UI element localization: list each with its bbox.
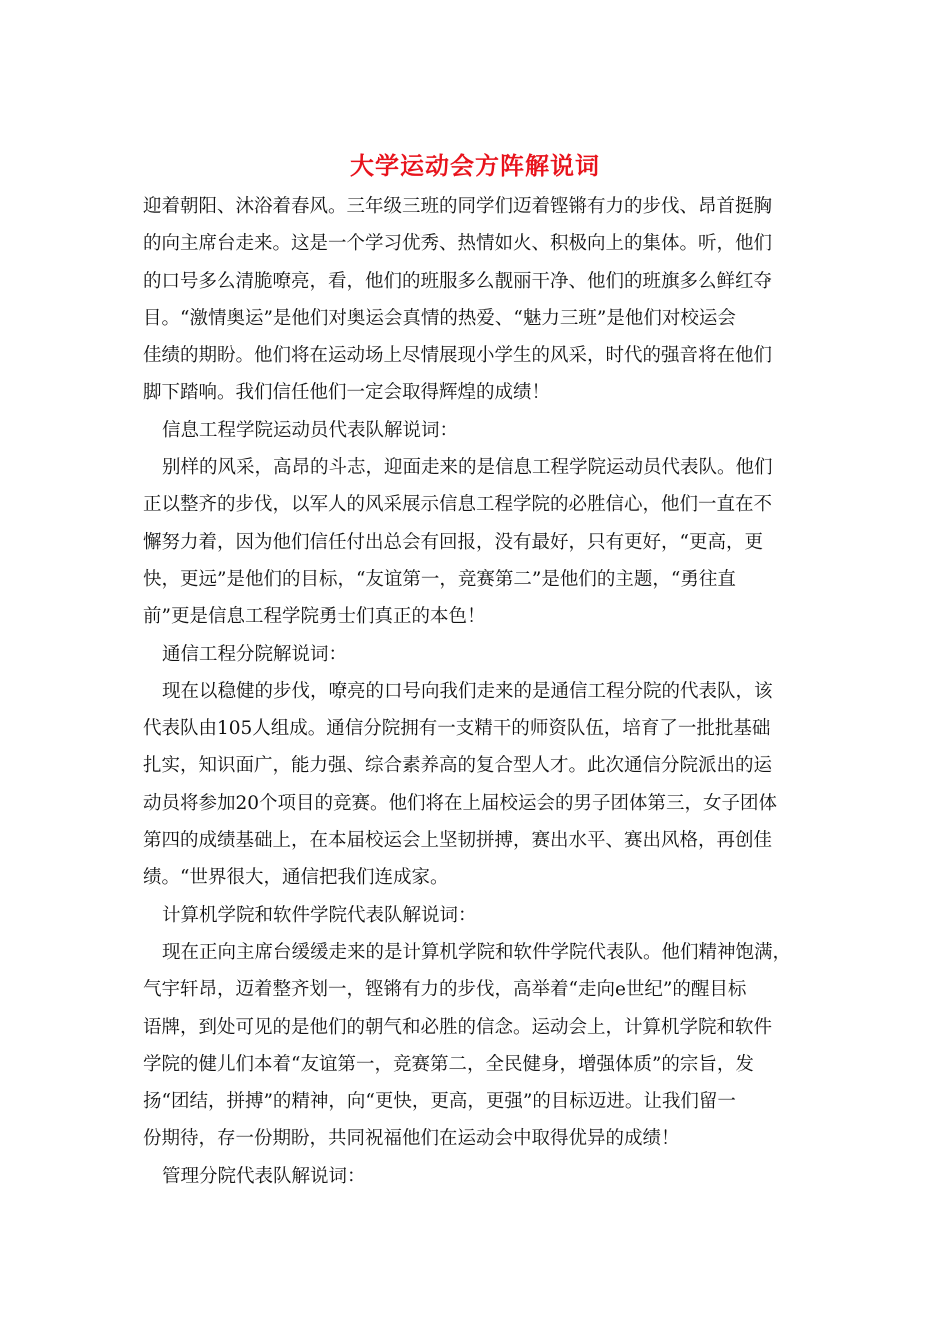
paragraph-line: 正以整齐的步伐，以军人的风采展示信息工程学院的必胜信心，他们一直在不 xyxy=(143,494,773,516)
paragraph-line: 的向主席台走来。这是一个学习优秀、热情如火、积极向上的集体。听，他们 xyxy=(143,233,773,255)
paragraph-line: 别样的风采，高昂的斗志，迎面走来的是信息工程学院运动员代表队。他们 xyxy=(162,457,773,479)
section-heading: 管理分院代表队解说词： xyxy=(162,1165,366,1187)
paragraph-line: 气宇轩昂，迈着整齐划一，铿锵有力的步伐，高举着“走向e世纪”的醒目标 xyxy=(143,979,747,1001)
section-heading: 信息工程学院运动员代表队解说词： xyxy=(162,419,459,441)
paragraph-line: 目。“激情奥运”是他们对奥运会真情的热爱、“魅力三班”是他们对校运会 xyxy=(143,307,736,329)
document-title: 大学运动会方阵解说词 xyxy=(350,152,600,180)
paragraph-line: 脚下踏响。我们信任他们一定会取得辉煌的成绩！ xyxy=(143,382,551,404)
paragraph-line: 现在正向主席台缓缓走来的是计算机学院和软件学院代表队。他们精神饱满， xyxy=(162,941,792,963)
paragraph-line: 代表队由105人组成。通信分院拥有一支精干的师资队伍，培育了一批批基础 xyxy=(143,718,771,740)
paragraph-line: 现在以稳健的步伐，嘹亮的口号向我们走来的是通信工程分院的代表队，该 xyxy=(162,680,773,702)
paragraph-line: 扬“团结，拼搏”的精神，向“更快，更高，更强”的目标迈进。让我们留一 xyxy=(143,1091,736,1113)
section-heading: 通信工程分院解说词： xyxy=(162,643,348,665)
paragraph-line: 迎着朝阳、沐浴着春风。三年级三班的同学们迈着铿锵有力的步伐、昂首挺胸 xyxy=(143,196,773,217)
document-body xyxy=(143,188,813,1195)
paragraph-line: 语牌，到处可见的是他们的朝气和必胜的信念。运动会上，计算机学院和软件 xyxy=(143,1016,773,1038)
paragraph-line: 动员将参加20个项目的竞赛。他们将在上届校运会的男子团体第三，女子团体 xyxy=(143,792,778,814)
paragraph-line: 绩。“世界很大，通信把我们连成家。 xyxy=(143,867,449,889)
paragraph-line: 扎实，知识面广，能力强、综合素养高的复合型人才。此次通信分院派出的运 xyxy=(143,755,773,777)
section-heading: 计算机学院和软件学院代表队解说词： xyxy=(162,904,477,926)
paragraph-line: 份期待，存一份期盼，共同祝福他们在运动会中取得优异的成绩！ xyxy=(143,1128,680,1150)
paragraph-line: 快，更远”是他们的目标，“友谊第一，竞赛第二”是他们的主题，“勇往直 xyxy=(143,568,736,590)
paragraph-line: 的口号多么清脆嘹亮，看，他们的班服多么靓丽干净、他们的班旗多么鲜红夺 xyxy=(143,270,773,292)
paragraph-line: 前”更是信息工程学院勇士们真正的本色！ xyxy=(143,606,486,628)
paragraph-line: 学院的健儿们本着“友谊第一，竞赛第二，全民健身，增强体质”的宗旨，发 xyxy=(143,1053,754,1075)
paragraph-line: 佳绩的期盼。他们将在运动场上尽情展现小学生的风采，时代的强音将在他们 xyxy=(143,345,773,367)
paragraph-line: 懈努力着，因为他们信任付出总会有回报，没有最好，只有更好，“更高，更 xyxy=(143,531,763,553)
paragraph-line: 第四的成绩基础上，在本届校运会上坚韧拼搏，赛出水平、赛出风格，再创佳 xyxy=(143,830,773,852)
